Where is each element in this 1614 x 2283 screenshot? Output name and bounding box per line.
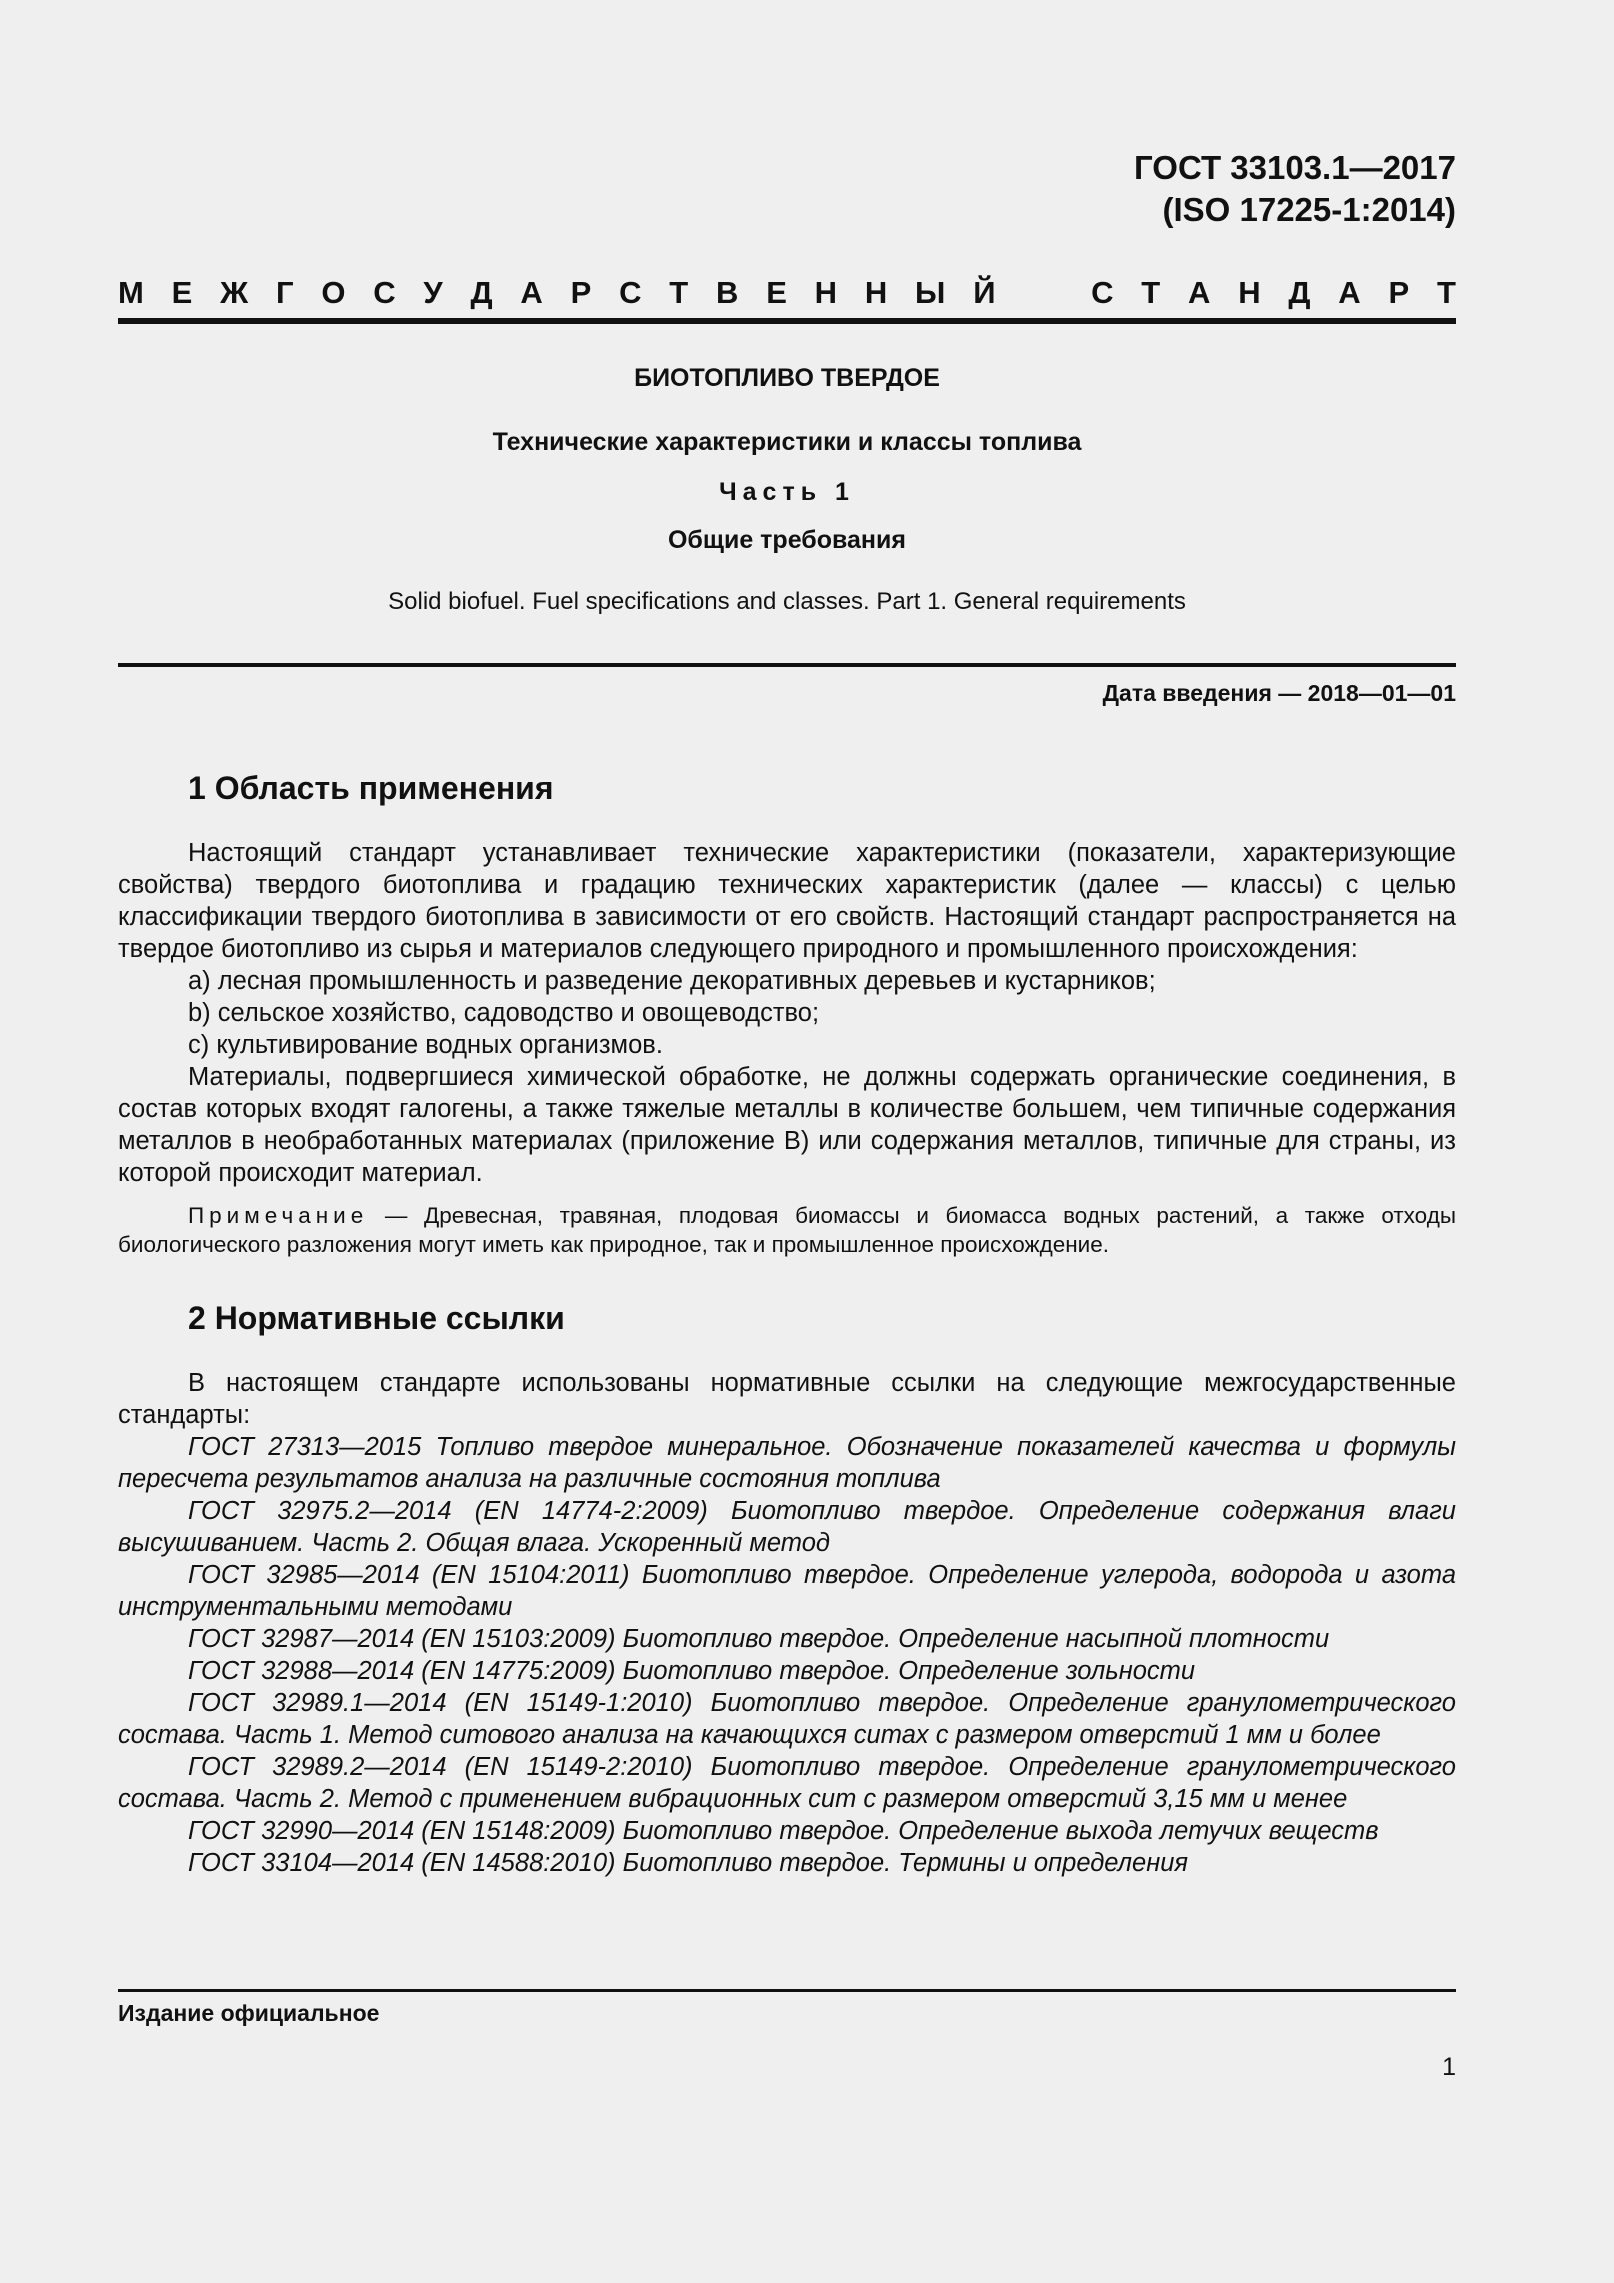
banner-letter: С [373,275,396,310]
banner-letter: Т [1436,275,1456,310]
section-2-intro: В настоящем стандарте использованы нормативные ссылки на следующие межгосударственные стандарты: [118,1369,1456,1429]
reference-item: ГОСТ 27313—2015 Топливо твердое минеральное. Обозначение показателей качества и формулы пересчета результатов анализа на различные состояния топлива [118,1433,1456,1493]
reference-item: ГОСТ 33104—2014 (EN 14588:2010) Биотопливо твердое. Термины и определения [188,1849,1189,1877]
banner-letter: Т [669,275,689,310]
banner-letter: С [1091,275,1114,310]
standard-code-block [1134,147,1456,231]
banner-letter: Н [814,275,838,310]
banner-letter: Н [864,275,888,310]
banner-letter: Т [1141,275,1161,310]
list-item: b) сельское хозяйство, садоводство и овощеводство; [188,999,820,1027]
section-1-note [118,1201,1456,1259]
section-2-heading: 2 Нормативные ссылки [188,1300,565,1336]
banner-letter: А [1338,275,1361,310]
banner-letter: Р [570,275,592,310]
banner-letter: Е [766,275,787,310]
doc-part-title: Общие требования [667,526,906,554]
banner-letter: А [1188,275,1211,310]
official-edition-label: Издание официальное [118,2000,380,2026]
note-label: Примечание [188,1203,369,1228]
banner-letter: У [423,275,443,310]
iso-code: (ISO 17225-1:2014) [1162,191,1456,228]
footer-rule [118,1989,1456,1992]
section-1-paragraph: Настоящий стандарт устанавливает технические характеристики (показатели, характеризующие свойства) твердого биотоплива и градацию технических характеристик (далее — классы) с целью классификации твердого биотоплива в зависимости от его свойств. Настоящий стандарт распространяется на твердое биотопливо из сырья и материалов следующего природного и промышленного происхождения: [118,839,1456,963]
section-2-intro-block [118,1367,1456,1431]
doc-subtitle: Технические характеристики и классы топлива [492,428,1082,456]
list-item: а) лесная промышленность и разведение декоративных деревьев и кустарников; [188,967,1156,995]
list-item: с) культивирование водных организмов. [188,1031,663,1059]
banner-letter: Г [275,275,294,310]
standard-code: ГОСТ 33103.1—2017 [1134,149,1456,186]
page-number: 1 [1442,2053,1456,2081]
banner-rule [118,318,1456,324]
section-1-paragraph: Материалы, подвергшиеся химической обработке, не должны содержать органические соединения, в состав которых входят галогены, а также тяжелые металлы в количестве большем, чем типичные содержания металлов в необработанных материалах (приложение В) или содержания металлов, типичные для страны, из которой происходит материал. [118,1063,1456,1187]
reference-item: ГОСТ 32988—2014 (EN 14775:2009) Биотопливо твердое. Определение зольности [188,1657,1196,1685]
title-rule [118,663,1456,667]
interstate-standard-banner [118,275,1456,315]
introduction-date: Дата введения — 2018—01—01 [1102,680,1456,706]
banner-letter: О [321,275,346,310]
reference-item: ГОСТ 32989.2—2014 (EN 15149-2:2010) Биотопливо твердое. Определение гранулометрического состава. Часть 2. Метод с применением вибрационных сит с размером отверстий 3,15 мм и менее [118,1753,1456,1813]
reference-item: ГОСТ 32990—2014 (EN 15148:2009) Биотопливо твердое. Определение выхода летучих веществ [188,1817,1379,1845]
doc-part: Часть 1 [719,478,855,506]
banner-letter: Д [470,275,493,310]
banner-word-gap [1023,275,1063,315]
section-1-heading: 1 Область применения [188,770,554,806]
banner-letter: Е [171,275,193,310]
banner-letter: А [520,275,543,310]
banner-letter: Ы [915,275,946,310]
banner-letter: Р [1388,275,1410,310]
banner-letter: Д [1288,275,1311,310]
banner-letter: Н [1238,275,1261,310]
reference-item: ГОСТ 32989.1—2014 (EN 15149-1:2010) Биотопливо твердое. Определение гранулометрического состава. Часть 1. Метод ситового анализа на качающихся ситах с размером отверстий 1 мм и более [118,1689,1456,1749]
note-text: — Древесная, травяная, плодовая биомассы и биомасса водных растений, а также отходы биологического разложения могут иметь как природное, так и промышленное происхождение. [118,1203,1456,1257]
banner-letter: М [118,275,144,310]
banner-letter: С [619,275,642,310]
doc-title: БИОТОПЛИВО ТВЕРДОЕ [634,364,940,392]
section-1-body [118,837,1456,1189]
banner-letter: В [716,275,739,310]
normative-references-list [118,1431,1456,1879]
banner-letter: Й [973,275,996,310]
reference-item: ГОСТ 32975.2—2014 (EN 14774-2:2009) Биотопливо твердое. Определение содержания влаги высушиванием. Часть 2. Общая влага. Ускоренный метод [118,1497,1456,1557]
doc-english-title: Solid biofuel. Fuel specifications and classes. Part 1. General requirements [388,588,1186,615]
reference-item: ГОСТ 32987—2014 (EN 15103:2009) Биотопливо твердое. Определение насыпной плотности [188,1625,1330,1653]
banner-letter: Ж [220,275,249,310]
reference-item: ГОСТ 32985—2014 (EN 15104:2011) Биотопливо твердое. Определение углерода, водорода и азота инструментальными методами [118,1561,1456,1621]
